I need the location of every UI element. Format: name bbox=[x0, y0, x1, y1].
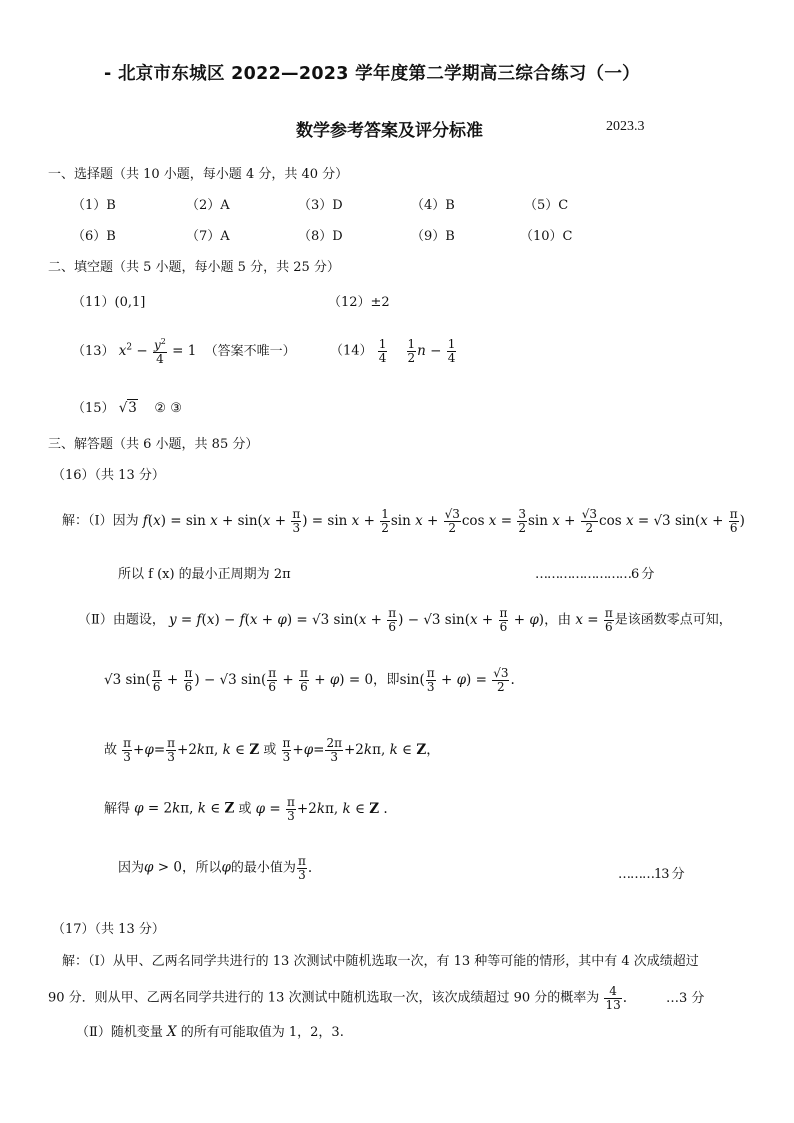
answer-15: （15） √3 ② ③ bbox=[72, 400, 182, 416]
q17-line-2: 90 分．则从甲、乙两名同学共进行的 13 次测试中随机选取一次，该次成绩超过 90 分的概率为 $\frac{4}{13}$ . bbox=[48, 984, 628, 1012]
q17-score-3: …3 分 bbox=[666, 991, 705, 1006]
answer-item: （5）C bbox=[524, 198, 569, 213]
answer-14-label: （14） bbox=[330, 343, 373, 359]
q16-part1-equation: 解：（Ⅰ）因为 f(x) = sin x + sin(x + $\frac{\pi}{3}$ ) = sin x + $\frac{1}{2}$ sin x + $\frac{√3}{2}$ cos x = $\frac{3}{2}$ sin x + $\frac{√3}{2}$ cos x = √3 sin(x + $\frac{\pi}{6}$ ) bbox=[62, 507, 745, 535]
answer-item: （7）A bbox=[186, 229, 230, 244]
q17-line-1: 解：（Ⅰ）从甲、乙两名同学共进行的 13 次测试中随机选取一次，有 13 种等可能的情形，其中有 4 次成绩超过 bbox=[62, 954, 699, 969]
answer-13: （13） $x^2$ − $\frac{y^2}{4}$ = 1 （答案不唯一） bbox=[72, 337, 296, 366]
q16-score-6: ……………………6 分 bbox=[535, 567, 654, 582]
q16-zero-equation: √3 sin( $\frac{\pi}{6}$ + $\frac{\pi}{6}$ ) − √3 sin( $\frac{\pi}{6}$ + $\frac{\pi}{6}$ + φ) = 0，即sin( $\frac{\pi}{3}$ + φ) = $\frac{√3}{2}$ . bbox=[104, 666, 515, 694]
q16-since-word: 即 bbox=[386, 672, 400, 688]
answer-item: （9）B bbox=[411, 229, 455, 244]
q16-solution-label: 解：（Ⅰ）因为 bbox=[62, 513, 139, 529]
q17-line-3: （Ⅱ）随机变量 X 的所有可能取值为 1，2，3. bbox=[76, 1024, 344, 1040]
q16-so-word: 所以 bbox=[195, 860, 222, 876]
q16-solution: 解得 φ = 2kπ, k ∈ Z 或 φ = $\frac{\pi}{3}$ +2kπ, k ∈ Z . bbox=[104, 795, 388, 823]
section-heading-fill: 二、填空题（共 5 小题，每小题 5 分，共 25 分） bbox=[48, 260, 340, 275]
q16-part2-equation: （Ⅱ）由题设， y = f(x) − f(x + φ) = √3 sin(x + $\frac{\pi}{6}$ ) − √3 sin(x + $\frac{\pi}{6}$ + φ)，由 x = $\frac{\pi}{6}$ 是该函数零点可知， bbox=[78, 606, 732, 634]
answer-item: （4）B bbox=[411, 198, 455, 213]
q16-part2-tail: 是该函数零点可知， bbox=[614, 612, 732, 628]
q16-therefore-word: 故 bbox=[104, 742, 118, 758]
answer-12: （12）±2 bbox=[328, 295, 390, 310]
q16-part2-label: （Ⅱ）由题设， bbox=[78, 612, 165, 628]
q17-line-3b: 的所有可能取值为 1，2，3. bbox=[180, 1025, 344, 1040]
answer-13-note: （答案不唯一） bbox=[204, 344, 296, 360]
document-subtitle: 数学参考答案及评分标准 bbox=[296, 121, 483, 141]
section-heading-choice: 一、选择题（共 10 小题，每小题 4 分，共 40 分） bbox=[48, 167, 349, 182]
q16-final: 因为φ > 0，所以φ的最小值为 $\frac{\pi}{3}$ . bbox=[118, 854, 313, 882]
answer-item: （6）B bbox=[72, 229, 116, 244]
q17-line-3a: （Ⅱ）随机变量 bbox=[76, 1025, 163, 1040]
answer-item: （2）A bbox=[186, 198, 230, 213]
answer-15-rest: ② ③ bbox=[154, 401, 182, 416]
q17-line-2-text: 90 分．则从甲、乙两名同学共进行的 13 次测试中随机选取一次，该次成绩超过 90 分的概率为 bbox=[48, 990, 600, 1006]
answer-13-label: （13） bbox=[72, 344, 115, 360]
q16-cases: 故 $\frac{\pi}{3}$ +φ= $\frac{\pi}{3}$ +2kπ, k ∈ Z 或 $\frac{\pi}{3}$ +φ= $\frac{2\pi}{3}$ +2kπ, k ∈ Z， bbox=[104, 736, 440, 764]
answer-11: （11）(0,1] bbox=[72, 295, 146, 310]
answer-15-label: （15） bbox=[72, 401, 115, 416]
answer-item: （3）D bbox=[298, 198, 343, 213]
q16-period: 所以 f (x) 的最小正周期为 2π bbox=[118, 567, 291, 582]
q16-score-13: ………13 分 bbox=[618, 867, 684, 882]
answer-item: （10）C bbox=[520, 229, 573, 244]
answer-item: （1）B bbox=[72, 198, 116, 213]
q16-min-word: 的最小值为 bbox=[230, 860, 296, 876]
q16-because-word: 因为 bbox=[118, 860, 145, 876]
document-title: - 北京市东城区 2022—2023 学年度第二学期高三综合练习（一） bbox=[104, 64, 640, 84]
q16-solve-word: 解得 bbox=[104, 801, 131, 817]
answer-item: （8）D bbox=[298, 229, 343, 244]
question-17-heading: （17）（共 13 分） bbox=[52, 922, 165, 937]
q16-or-word: 或 bbox=[238, 801, 252, 817]
q16-or-word: 或 bbox=[263, 742, 277, 758]
document-date: 2023.3 bbox=[606, 119, 645, 134]
answer-14: （14） $\frac{1}{4}$ $\frac{1}{2}$ n − $\frac{1}{4}$ bbox=[330, 337, 456, 365]
question-16-heading: （16）（共 13 分） bbox=[52, 468, 165, 483]
section-heading-solutions: 三、解答题（共 6 小题，共 85 分） bbox=[48, 437, 259, 452]
